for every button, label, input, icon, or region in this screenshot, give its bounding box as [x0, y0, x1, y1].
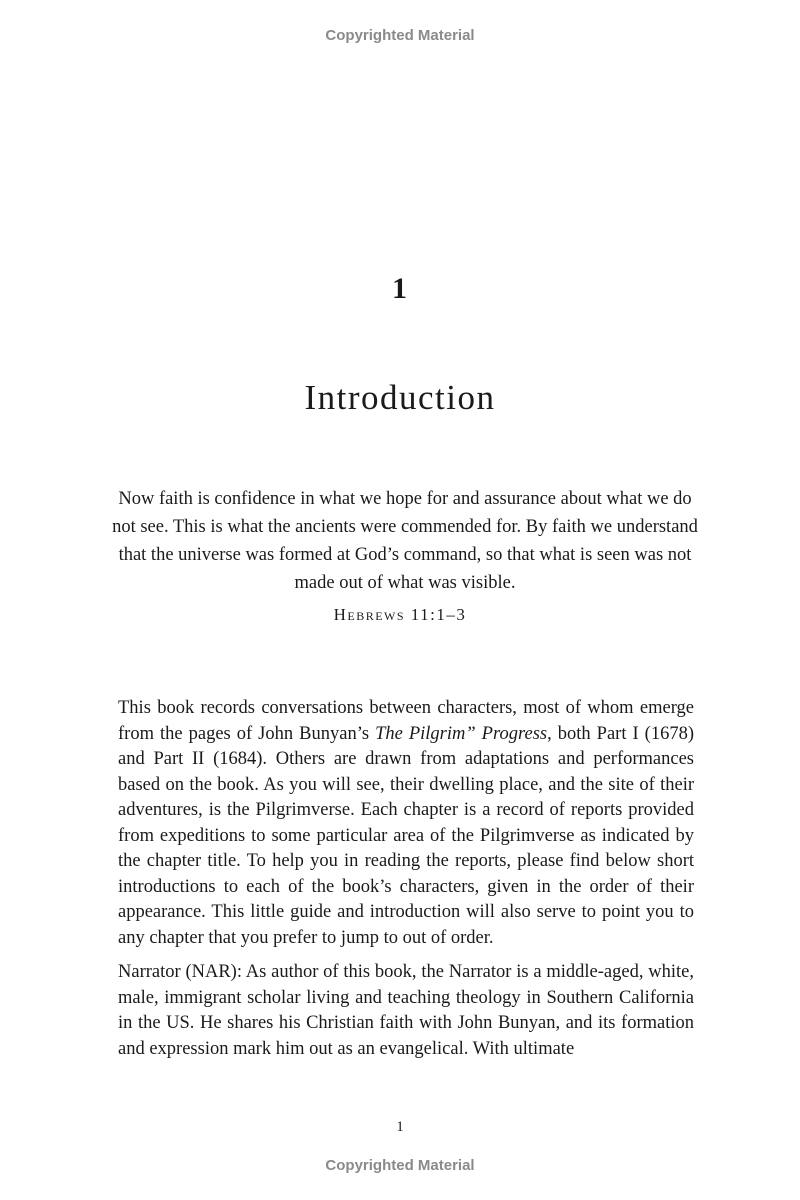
epigraph-quote: Now faith is confidence in what we hope for and assurance about what we do not see. This is what the ancients were commended for. By faith we understand that the universe was formed at God’s command, so that what is seen was not made out of what was visible.	[112, 489, 698, 593]
page-number: 1	[396, 1119, 404, 1135]
paragraph-introduction-start: This book records conversations between characters, most of whom emerge from the pages of John Bunyan’s	[118, 698, 694, 744]
paragraph-introduction-end: , both Part I (1678) and Part II (1684). Others are drawn from adaptations and performances based on the book. As you will see, their dwelling place, and the site of their adventures, is the Pilgrimverse. Each chapter is a record of reports provided from expeditions to some particular area of the Pilgrimverse as indicated by the chapter title. To help you in reading the reports, please find below short introductions to each of the book’s characters, given in the order of their appearance. This little guide and introduction will also serve to point you to any chapter that you prefer to jump to out of order.	[118, 723, 694, 948]
epigraph-source: Hebrews 11:1–3	[333, 605, 467, 624]
copyright-watermark-bottom: Copyrighted Material	[325, 1157, 475, 1174]
book-title: The Pilgrim” Progress	[375, 723, 548, 744]
chapter-title: Introduction	[304, 378, 496, 417]
paragraph-introduction	[118, 696, 694, 951]
chapter-number: 1	[392, 272, 408, 305]
body-text	[118, 696, 694, 1071]
copyright-watermark-top: Copyrighted Material	[325, 27, 475, 44]
paragraph-narrator: Narrator (NAR): As author of this book, the Narrator is a middle-aged, white, male, immigrant scholar living and teaching theology in Southern California in the US. He shares his Christian faith with John Bunyan, and its formation and expression mark him out as an evangelical. With ultimate	[118, 962, 694, 1059]
